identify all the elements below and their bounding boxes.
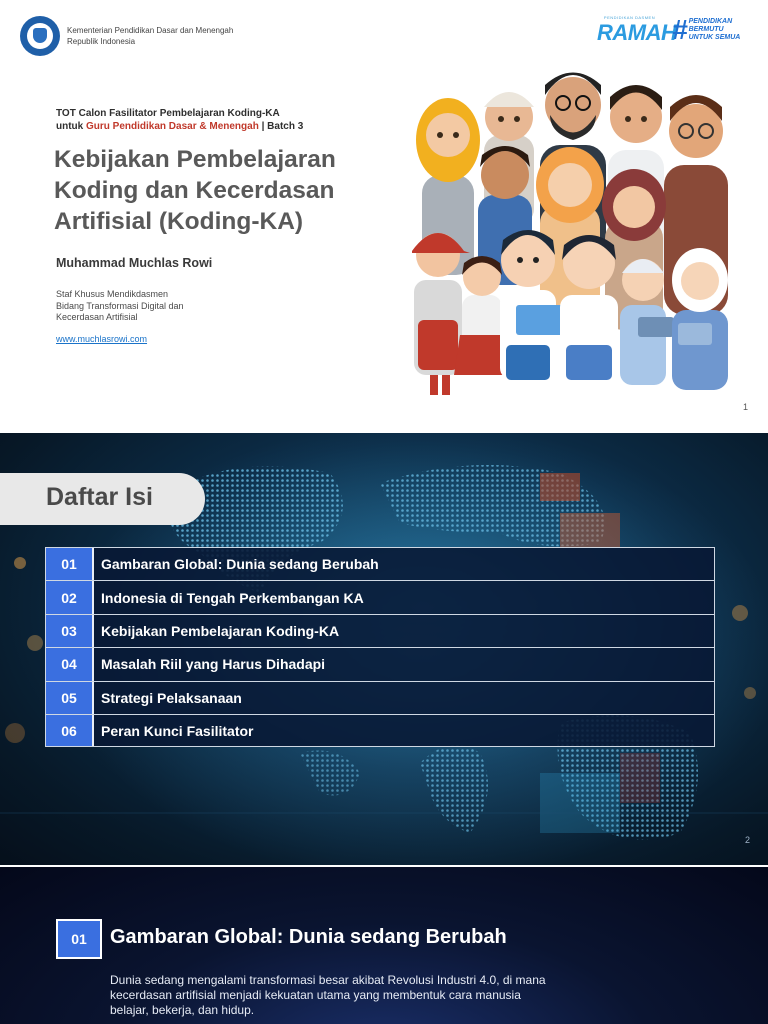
slide-1 [0, 0, 768, 431]
hashtag-logo [672, 16, 740, 44]
toc-item-1[interactable] [45, 547, 715, 580]
toc-item-number: 05 [46, 682, 94, 714]
role-line-3: Kecerdasan Artifisial [56, 312, 138, 322]
ministry-name: Kementerian Pendidikan Dasar dan Menengah Republik Indonesia [67, 26, 234, 46]
section-title: Gambaran Global: Dunia sedang Berubah [110, 926, 507, 948]
toc-item-label: Strategi Pelaksanaan [101, 689, 242, 706]
hashtag-icon: # [672, 14, 688, 45]
hashtag-line-3: UNTUK SEMUA [688, 34, 741, 41]
page-number: 1 [742, 402, 748, 412]
hashtag-logo-text [689, 18, 741, 42]
kid-girl-blue [560, 235, 618, 380]
slide-3 [0, 867, 768, 1024]
kid-girl-white-hijab [672, 248, 728, 390]
hashtag-line-2: BERMUTU [688, 26, 724, 33]
page-number: 2 [744, 835, 750, 845]
section-body: Dunia sedang mengalami transformasi besar akibat Revolusi Industri 4.0, di mana kecerdasan artifisial menjadi kekuatan utama yang membentuk cara manusia belajar, bekerja, dan hidup. [110, 973, 546, 1017]
hashtag-line-1: PENDIDIKAN [688, 18, 733, 25]
website-link[interactable]: www.muchlasrowi.com [56, 334, 148, 344]
toc-item-2[interactable] [45, 580, 715, 613]
toc-item-number: 02 [46, 581, 94, 613]
role-line-2: Bidang Transformasi Digital dan [56, 300, 184, 311]
student-girl-hijab-orange [536, 147, 604, 315]
ministry-header [20, 16, 257, 56]
ministry-logo-icon [20, 16, 60, 56]
toc-item-3[interactable] [45, 614, 715, 647]
audience-prefix: untuk [56, 120, 86, 132]
toc-item-label: Indonesia di Tengah Perkembangan KA [101, 589, 364, 606]
toc-item-label: Peran Kunci Fasilitator [101, 722, 254, 739]
toc-item-6[interactable] [45, 714, 715, 747]
slide-2-table-of-contents [0, 433, 768, 865]
ramah-logo [597, 15, 677, 45]
toc-item-4[interactable] [45, 647, 715, 680]
role-line-1: Staf Khusus Mendikdasmen [56, 289, 169, 299]
toc-item-number: 06 [46, 715, 94, 746]
toc-item-label: Gambaran Global: Dunia sedang Berubah [101, 556, 379, 573]
ramah-logo-tagline: PENDIDIKAN DASMEN [603, 15, 656, 20]
presentation-title: Kebijakan Pembelajaran Koding dan Kecerdasan Artifisial (Koding-KA) [54, 146, 336, 235]
training-subtitle [56, 108, 376, 133]
audience-highlight: Guru Pendidikan Dasar & Menengah [86, 120, 259, 132]
toc-item-number: 04 [46, 648, 94, 680]
author-role [56, 289, 256, 324]
training-name: TOT Calon Fasilitator Pembelajaran Koding-KA [56, 108, 280, 119]
ramah-logo-wordmark: RAMAH [597, 20, 677, 45]
training-audience [56, 121, 376, 134]
students-illustration [400, 55, 750, 405]
toc-item-number: 03 [46, 615, 94, 647]
section-number-badge: 01 [56, 919, 102, 959]
toc-heading: Daftar Isi [46, 483, 153, 511]
toc-list [45, 547, 715, 747]
toc-item-label: Masalah Riil yang Harus Dihadapi [101, 656, 326, 673]
toc-item-label: Kebijakan Pembelajaran Koding-KA [101, 622, 340, 639]
toc-item-number: 01 [46, 548, 94, 580]
toc-item-5[interactable] [45, 681, 715, 714]
batch-label: | Batch 3 [258, 120, 304, 132]
author-name: Muhammad Muchlas Rowi [56, 256, 213, 270]
